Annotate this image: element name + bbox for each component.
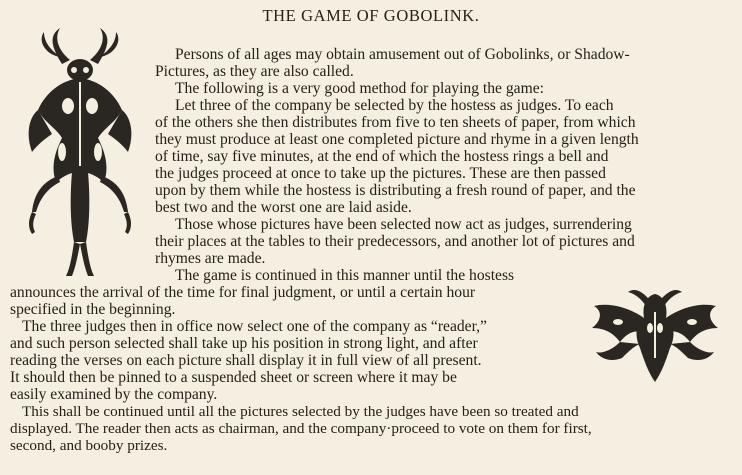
text-line: rhymes are made.: [155, 250, 266, 267]
text-line: It should then be pinned to a suspended sheet or screen where it may be: [10, 369, 457, 386]
text-line: they must produce at least one completed picture and rhyme in a given length: [155, 131, 639, 148]
page-title: THE GAME OF GOBOLINK.: [262, 6, 480, 25]
text-line: announces the arrival of the time for final judgment, or until a certain hour: [10, 284, 476, 301]
text-line: The game is continued in this manner until the hostess: [175, 267, 515, 284]
text-line: best two and the worst one are laid aside.: [155, 199, 412, 216]
text-line: specified in the beginning.: [10, 301, 176, 318]
text-line: upon by them while the hostess is distributing a fresh round of paper, and the: [155, 182, 636, 199]
text-line: The following is a very good method for playing the game:: [175, 80, 544, 97]
text-line: Persons of all ages may obtain amusement out of Gobolinks, or Shadow-: [175, 46, 630, 63]
text-line: The three judges then in office now select one of the company as “reader,”: [22, 318, 487, 335]
text-line: reading the verses on each picture shall display it in full view of all present.: [10, 352, 482, 369]
text-line: and such person selected shall take up his position in strong light, and after: [10, 335, 478, 352]
text-line: easily examined by the company.: [10, 386, 218, 403]
text-line: of the others she then distributes from five to ten sheets of paper, from which: [155, 114, 636, 131]
text-line: This shall be continued until all the pictures selected by the judges have been so treated and: [22, 403, 579, 420]
text-line: Pictures, as they are also called.: [155, 63, 354, 80]
text-line: displayed. The reader then acts as chairman, and the company·proceed to vote on them for first,: [10, 420, 592, 437]
text-line: of time, say five minutes, at the end of which the hostess rings a bell and: [155, 148, 609, 165]
text-line: their places at the tables to their predecessors, and another lot of pictures and: [155, 233, 635, 250]
ink-blot-creature-illustration: [590, 288, 720, 384]
text-line: Those whose pictures have been selected now act as judges, surrendering: [175, 216, 632, 233]
text-line: the judges proceed at once to take up the pictures. These are then passed: [155, 165, 606, 182]
text-line: second, and booby prizes.: [10, 437, 168, 454]
ink-blot-insect-illustration: [22, 26, 138, 278]
text-line: Let three of the company be selected by the hostess as judges. To each: [175, 97, 614, 114]
